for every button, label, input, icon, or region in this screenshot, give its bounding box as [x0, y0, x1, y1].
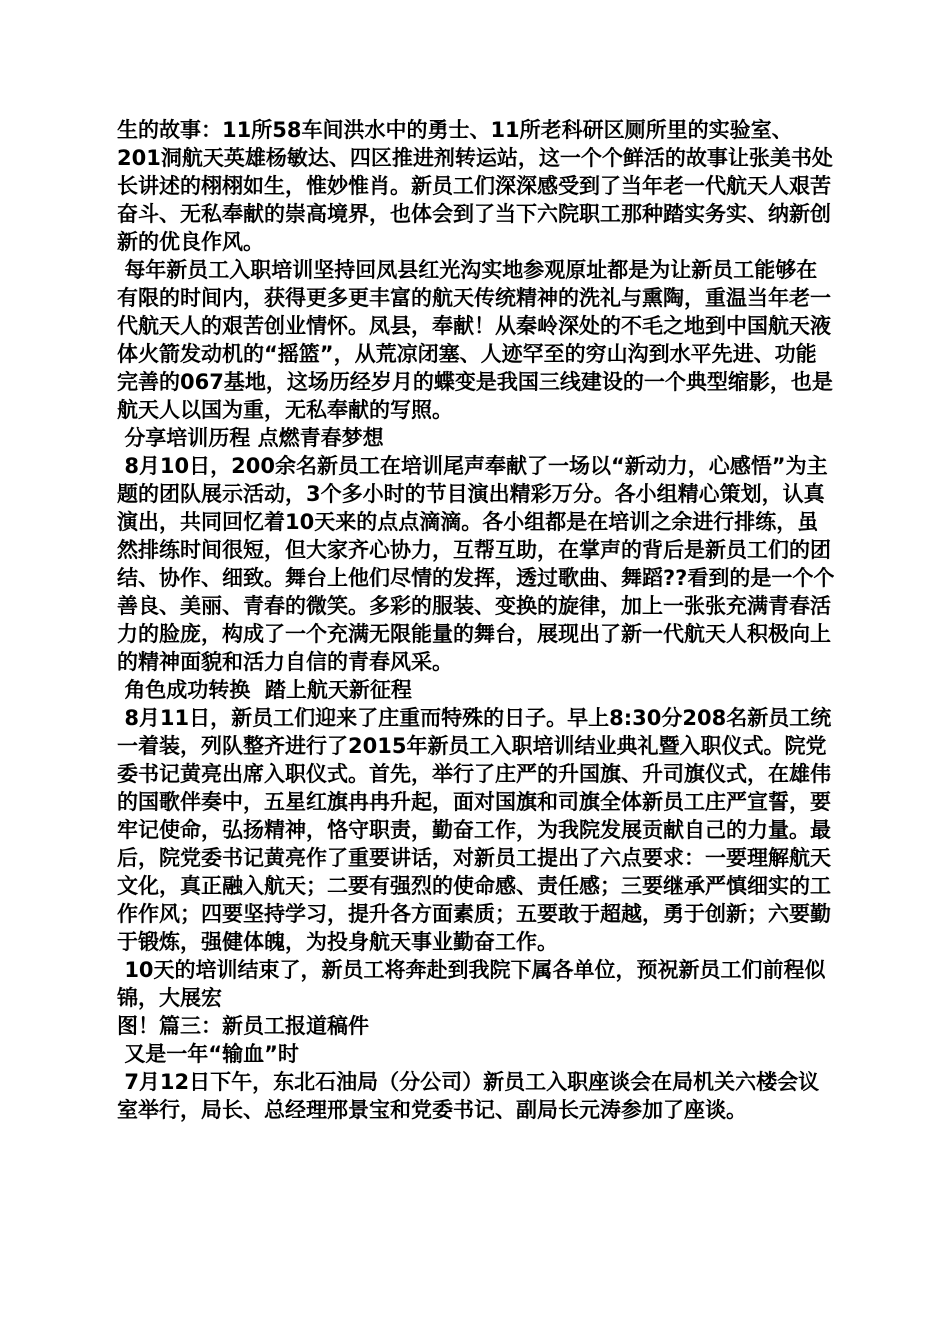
article-heading-part-three: 图！篇三：新员工报道稿件	[117, 1014, 369, 1038]
paragraph-story-continuation: 生的故事：11所58车间洪水中的勇士、11所老科研区厕所里的实验室、201洞航天英雄杨敏达、四区推进剂转运站，这一个个鲜活的故事让张美书处长讲述的栩栩如生，惟妙惟肖。新员工们深深感受到了当年老一代航天人艰苦奋斗、无私奉献的崇高境界，也体会到了当下六院职工那种踏实务实、纳新创新的优良作风。	[117, 118, 833, 254]
article-subheading: 又是一年“输血”时	[117, 1042, 299, 1066]
paragraph-team-showcase: 8月10日，200余名新员工在培训尾声奉献了一场以“新动力，心感悟”为主题的团队展示活动，3个多小时的节目演出精彩万分。各小组精心策划，认真演出，共同回忆着10天来的点点滴滴。各小组都是在培训之余进行排练，虽然排练时间很短，但大家齐心协力，互帮互助，在掌声的背后是新员工们的团结、协作、细致。舞台上他们尽情的发挥，透过歌曲、舞蹈??看到的是一个个善良、美丽、青春的微笑。多彩的服装、变换的旋律，加上一张张充满青春活力的脸庞，构成了一个充满无限能量的舞台，展现出了新一代航天人积极向上的精神面貌和活力自信的青春风采。	[117, 454, 835, 674]
paragraph-symposium: 7月12日下午，东北石油局（分公司）新员工入职座谈会在局机关六楼会议室举行，局长、总经理邢景宝和党委书记、副局长元涛参加了座谈。	[117, 1070, 820, 1122]
paragraph-fengxian-visit: 每年新员工入职培训坚持回凤县红光沟实地参观原址都是为让新员工能够在有限的时间内，获得更多更丰富的航天传统精神的洗礼与熏陶，重温当年老一代航天人的艰苦创业情怀。凤县，奉献！从秦岭深处的不毛之地到中国航天液体火箭发动机的“摇篮”，从荒凉闭塞、人迹罕至的穷山沟到水平先进、功能完善的067基地，这场历经岁月的蝶变是我国三线建设的一个典型缩影，也是航天人以国为重，无私奉献的写照。	[117, 258, 833, 422]
section-heading-role-transition: 角色成功转换 踏上航天新征程	[117, 678, 412, 702]
paragraph-graduation-ceremony: 8月11日，新员工们迎来了庄重而特殊的日子。早上8:30分208名新员工统一着装，列队整齐进行了2015年新员工入职培训结业典礼暨入职仪式。院党委书记黄亮出席入职仪式。首先，举行了庄严的升国旗、升司旗仪式，在雄伟的国歌伴奏中，五星红旗冉冉升起，面对国旗和司旗全体新员工庄严宣誓，要牢记使命，弘扬精神，恪守职责，勤奋工作，为我院发展贡献自己的力量。最后，院党委书记黄亮作了重要讲话，对新员工提出了六点要求：一要理解航天文化，真正融入航天；二要有强烈的使命感、责任感；三要继承严慎细实的工作作风；四要坚持学习，提升各方面素质；五要敢于超越，勇于创新；六要勤于锻炼，强健体魄，为投身航天事业勤奋工作。	[117, 706, 832, 954]
document-page	[117, 116, 835, 1124]
section-heading-share-training: 分享培训历程 点燃青春梦想	[117, 426, 384, 450]
paragraph-training-ends: 10天的培训结束了，新员工将奔赴到我院下属各单位，预祝新员工们前程似锦，大展宏	[117, 958, 826, 1010]
